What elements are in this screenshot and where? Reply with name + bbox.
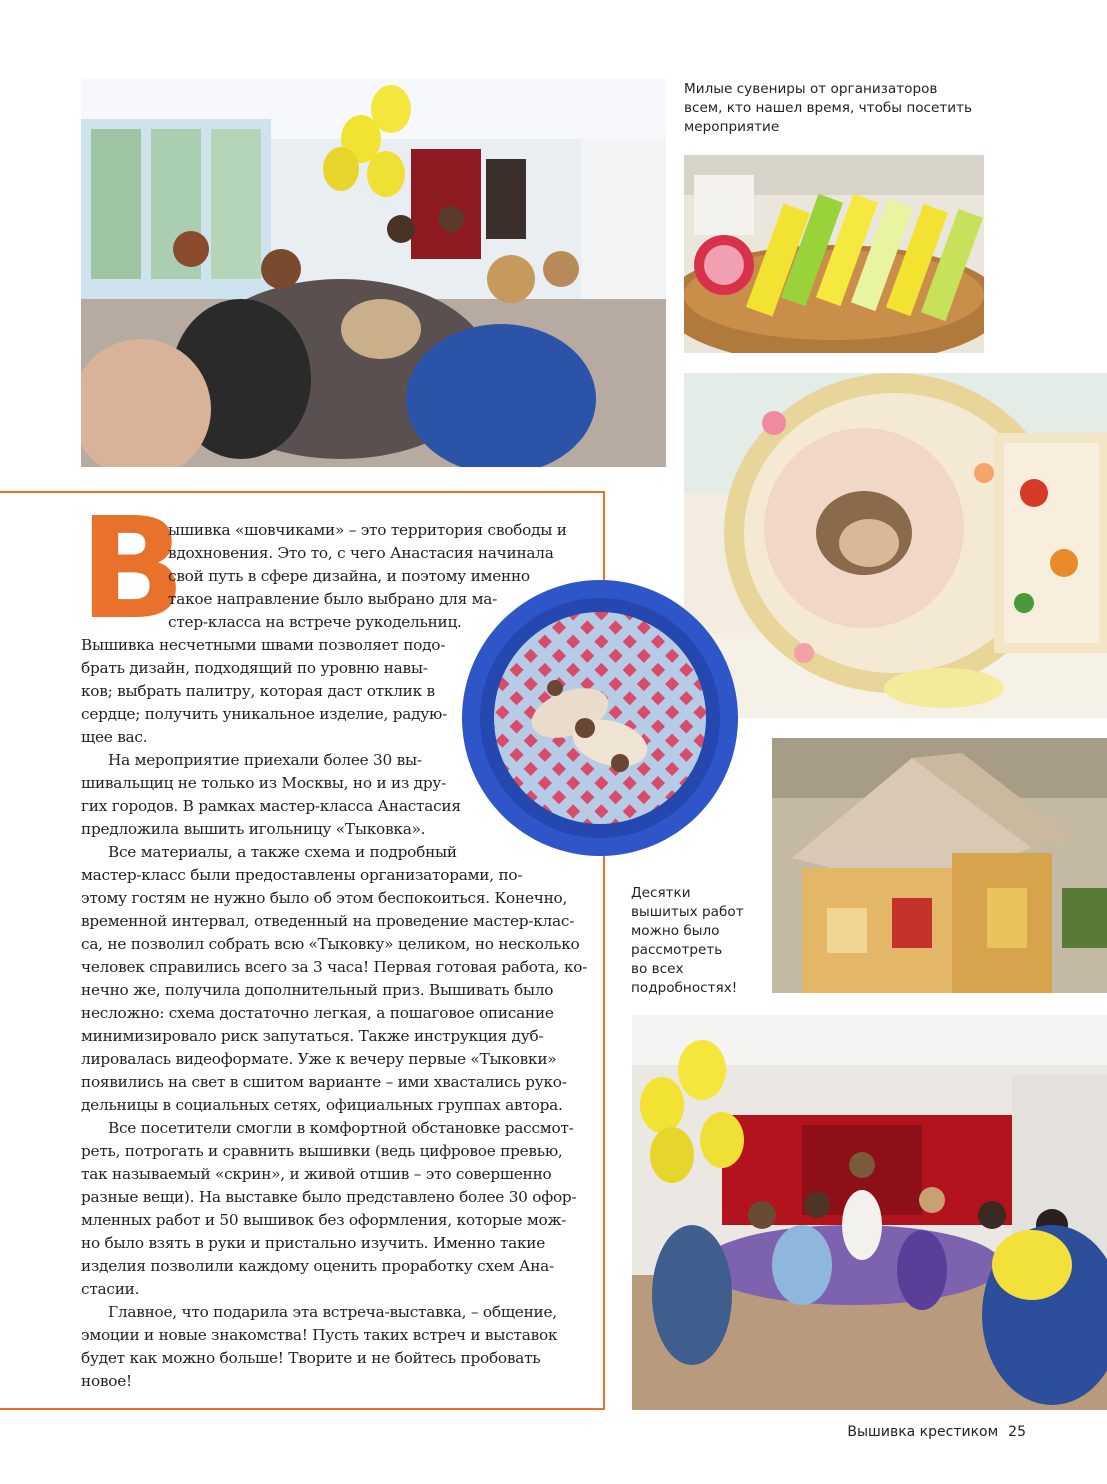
caption-works (631, 884, 744, 998)
article-line: появились на свет в сшитом варианте – ими хвастались руко- (81, 1073, 567, 1091)
article-line: эмоции и новые знакомства! Пусть таких встреч и выставок (81, 1326, 558, 1344)
article-line: шивальщиц не только из Москвы, но и из дру- (81, 774, 447, 792)
caption-souvenirs (684, 80, 972, 137)
article-line: Все материалы, а также схема и подробный (108, 843, 457, 861)
caption-line: мероприятие (684, 119, 780, 135)
magazine-title: Вышивка крестиком (847, 1424, 999, 1440)
article-line: лировалась видеоформате. Уже к вечеру первые «Тыковки» (81, 1050, 557, 1068)
article-line: стасии. (81, 1280, 140, 1298)
article-line: так называемый «скрин», и живой отшив – это совершенно (81, 1165, 552, 1183)
article-line: Все посетители смогли в комфортной обстановке рассмот- (108, 1119, 574, 1137)
article-line: сердце; получить уникальное изделие, радую- (81, 705, 448, 723)
photo-souvenir-basket (684, 155, 984, 353)
caption-line: Милые сувениры от организаторов (684, 81, 938, 97)
article-line: мастер-класс были предоставлены организаторами, по- (81, 866, 523, 884)
caption-line: рассмотреть (631, 942, 723, 958)
article-line: новое! (81, 1372, 132, 1390)
article-line: са, не позволил собрать всю «Тыковку» целиком, но несколько (81, 935, 580, 953)
article-line: стер-класса на встрече рукодельниц. (168, 613, 462, 631)
article-line: брать дизайн, подходящий по уровню навы- (81, 659, 428, 677)
article-line: вдохновения. Это то, с чего Анастасия начинала (168, 544, 554, 562)
article-line: мленных работ и 50 вышивок без оформления, которые мож- (81, 1211, 567, 1229)
article-line: гих городов. В рамках мастер-класса Анастасия (81, 797, 461, 815)
caption-line: Десятки (631, 885, 691, 901)
article-line: разные вещи). На выставке было представлено более 30 офор- (81, 1188, 577, 1206)
article-line: этому гостям не нужно было об этом беспокоиться. Конечно, (81, 889, 568, 907)
article-line: щее вас. (81, 728, 148, 746)
article-line: минимизировало риск запутаться. Также инструкция дуб- (81, 1027, 544, 1045)
page-number: 25 (1008, 1424, 1026, 1440)
article-line: предложила вышить игольницу «Тыковка». (81, 820, 426, 838)
article-line: Вышивка несчетными швами позволяет подо- (81, 636, 446, 654)
photo-workshop-crowd (81, 79, 666, 467)
photo-embroidered-house (772, 738, 1107, 993)
article-line: нечно же, получила дополнительный приз. Вышивать было (81, 981, 554, 999)
photo-hedgehog-hoop (684, 373, 1107, 718)
article-line: будет как можно больше! Творите и не бойтесь пробовать (81, 1349, 541, 1367)
page-footer (847, 1424, 1026, 1440)
article-line: человек справились всего за 3 часа! Первая готовая работа, ко- (81, 958, 588, 976)
photo-exhibition-hall (632, 1015, 1107, 1410)
photo-cat-hoop (460, 578, 740, 858)
article-line: временной интервал, отведенный на проведение мастер-клас- (81, 912, 575, 930)
caption-line: подробностях! (631, 980, 738, 996)
article-line: несложно: схема достаточно легкая, а пошаговое описание (81, 1004, 554, 1022)
article-line: ков; выбрать палитру, которая даст отклик в (81, 682, 435, 700)
article-line: свой путь в сфере дизайна, и поэтому именно (168, 567, 530, 585)
article-line: такое направление было выбрано для ма- (168, 590, 498, 608)
article-line: ышивка «шовчиками» – это территория свободы и (168, 521, 567, 539)
article-line: На мероприятие приехали более 30 вы- (108, 751, 422, 769)
article-line: изделия позволили каждому оценить проработку схем Ана- (81, 1257, 554, 1275)
caption-line: можно было (631, 923, 720, 939)
caption-line: во всех (631, 961, 684, 977)
article-line: дельницы в социальных сетях, официальных группах автора. (81, 1096, 563, 1114)
drop-cap: В (79, 488, 186, 651)
caption-line: всем, кто нашел время, чтобы посетить (684, 100, 973, 116)
article-line: реть, потрогать и сравнить вышивки (ведь цифровое превью, (81, 1142, 563, 1160)
article-line: но было взять в руки и пристально изучить. Именно такие (81, 1234, 546, 1252)
article-line: Главное, что подарила эта встреча-выставка, – общение, (108, 1303, 557, 1321)
caption-line: вышитых работ (631, 904, 744, 920)
